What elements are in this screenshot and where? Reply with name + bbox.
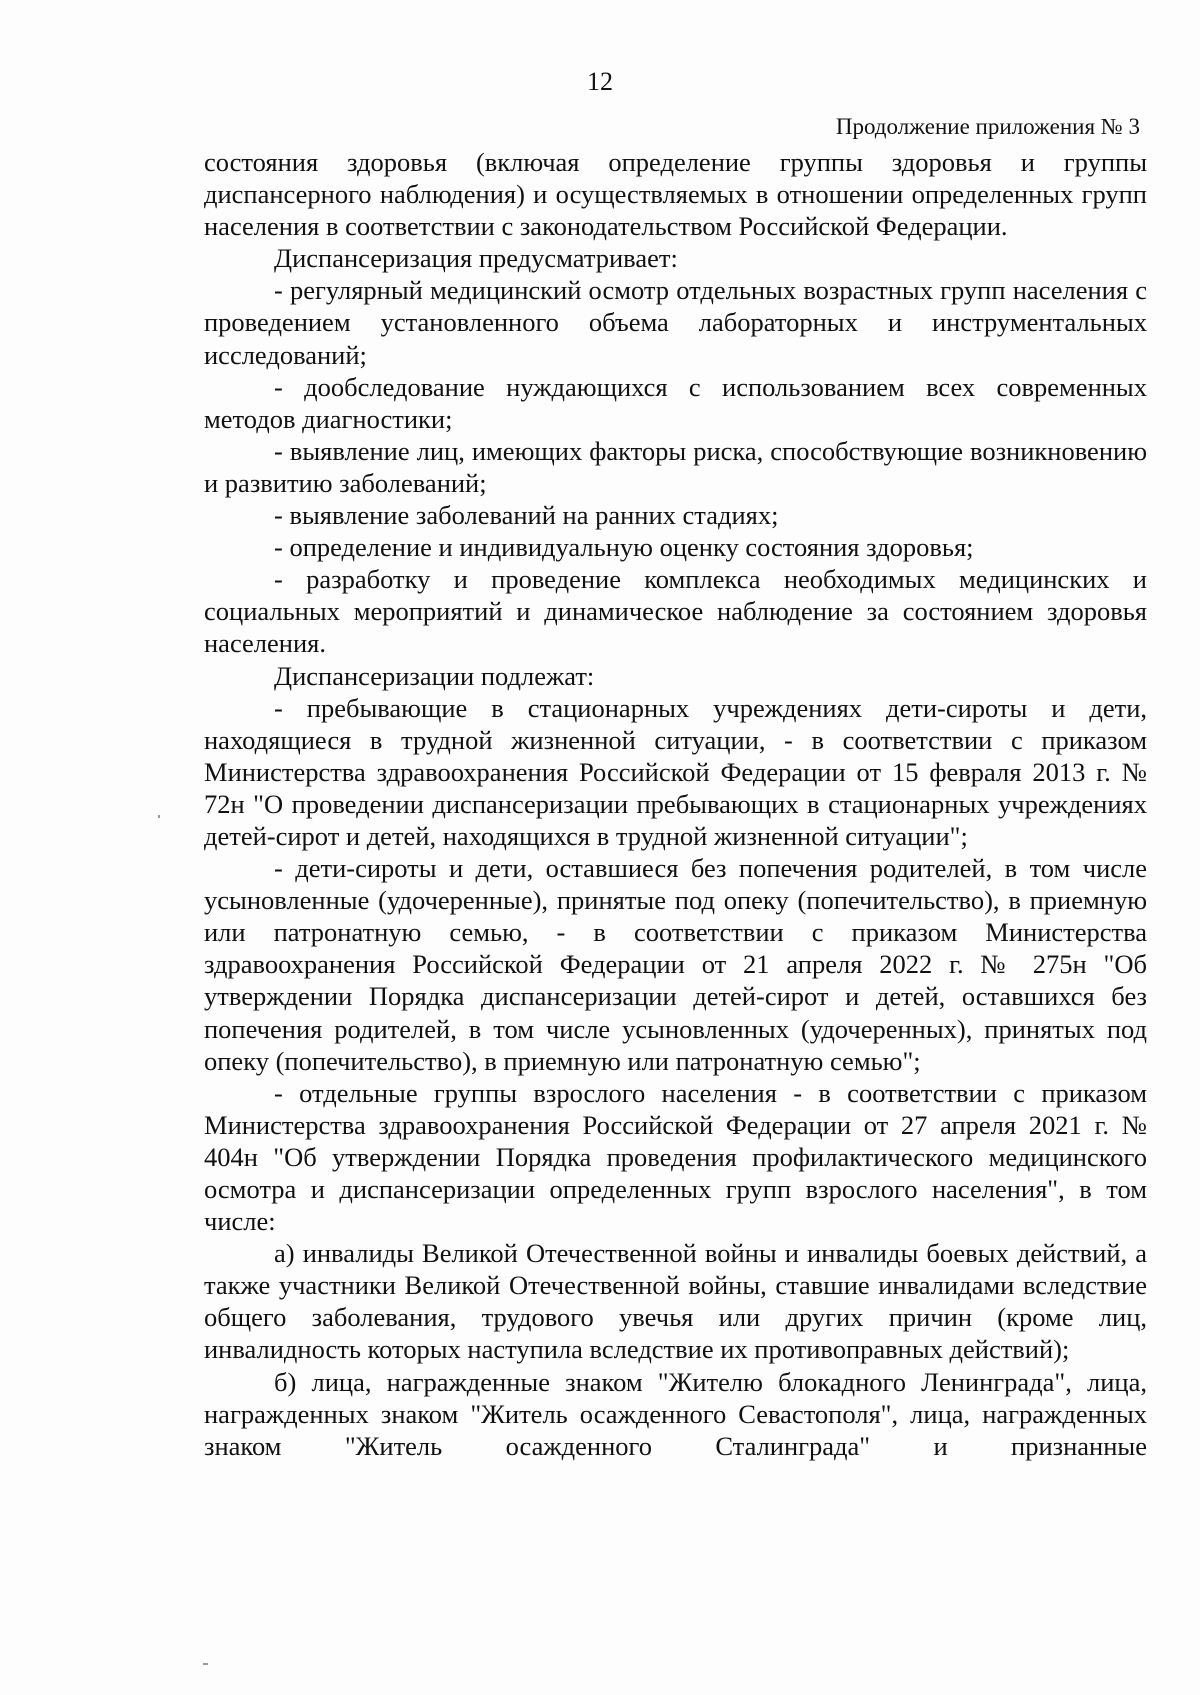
list-item-siege-residents: б) лица, награжденные знаком "Жителю блокадного Ленинграда", лица, награжденных знаком "Житель осажденного Севастополя", лица, награжденных знаком "Житель осажденного Сталинграда" и признанные: [204, 1366, 1147, 1461]
list-item-adult-groups: - отдельные группы взрослого населения - в соответствии с приказом Министерства здравоохранения Российской Федерации от 27 апреля 2021 г. № 404н "Об утверждении Порядка проведения профилактического медицинского осмотра и диспансеризации определенных групп взрослого населения", в том числе:: [204, 1077, 1147, 1237]
list-item-orphans-in-institutions: - пребывающие в стационарных учреждениях дети-сироты и дети, находящиеся в трудной жизненной ситуации, - в соответствии с приказом Министерства здравоохранения Российской Федерации от 15 февраля 2013 г. № 72н "О проведении диспансеризации пребывающих в стационарных учреждениях детей-сирот и детей, находящихся в трудной жизненной ситуации";: [204, 692, 1147, 851]
list-item-early-detection: - выявление заболеваний на ранних стадиях;: [274, 500, 779, 531]
list-item-additional-exam: - дообследование нуждающихся с использованием всех современных методов диагностики;: [204, 371, 1147, 434]
list-item-health-assessment: - определение и индивидуальную оценку состояния здоровья;: [274, 532, 974, 563]
page-number: 12: [587, 67, 613, 96]
list-item-war-invalids: а) инвалиды Великой Отечественной войны и инвалиды боевых действий, а также участники Великой Отечественной войны, ставшие инвалидами вследствие общего заболевания, трудового увечья или других причин (кроме лиц, инвалидность которых наступила вследствие их противоправных действий);: [204, 1238, 1147, 1365]
paragraph-health-status: состояния здоровья (включая определение группы здоровья и группы диспансерного наблюдения) и осуществляемых в отношении определенных групп населения в соответствии с законодательством Российской Федерации.: [204, 147, 1147, 242]
scan-margin-mark: [203, 1663, 208, 1665]
paragraph-subject-to-dispensary: Диспансеризации подлежат:: [274, 660, 595, 691]
paragraph-dispensary-provides: Диспансеризация предусматривает:: [274, 243, 678, 274]
list-item-orphans-without-care: - дети-сироты и дети, оставшиеся без попечения родителей, в том числе усыновленные (удочеренные), принятые под опеку (попечительство), в приемную или патронатную семью, - в соответствии с приказом Министерства здравоохранения Российской Федерации от 21 апреля 2022 г. № 275н "Об утверждении Порядка диспансеризации детей-сирот и детей, оставшихся без попечения родителей, в том числе усыновленных (удочеренных), принятых под опеку (попечительство), в приемную или патронатную семью";: [204, 853, 1147, 1076]
list-item-measures-complex: - разработку и проведение комплекса необходимых медицинских и социальных мероприятий и динамическое наблюдение за состоянием здоровья населения.: [204, 564, 1147, 659]
list-item-risk-factors: - выявление лиц, имеющих факторы риска, способствующие возникновению и развитию заболеваний;: [204, 435, 1147, 498]
list-item-regular-exam: - регулярный медицинский осмотр отдельных возрастных групп населения с проведением установленного объема лабораторных и инструментальных исследований;: [204, 275, 1147, 370]
scan-margin-mark: [158, 815, 160, 818]
appendix-continuation-label: Продолжение приложения № 3: [835, 114, 1140, 139]
document-body: [204, 146, 1147, 1462]
